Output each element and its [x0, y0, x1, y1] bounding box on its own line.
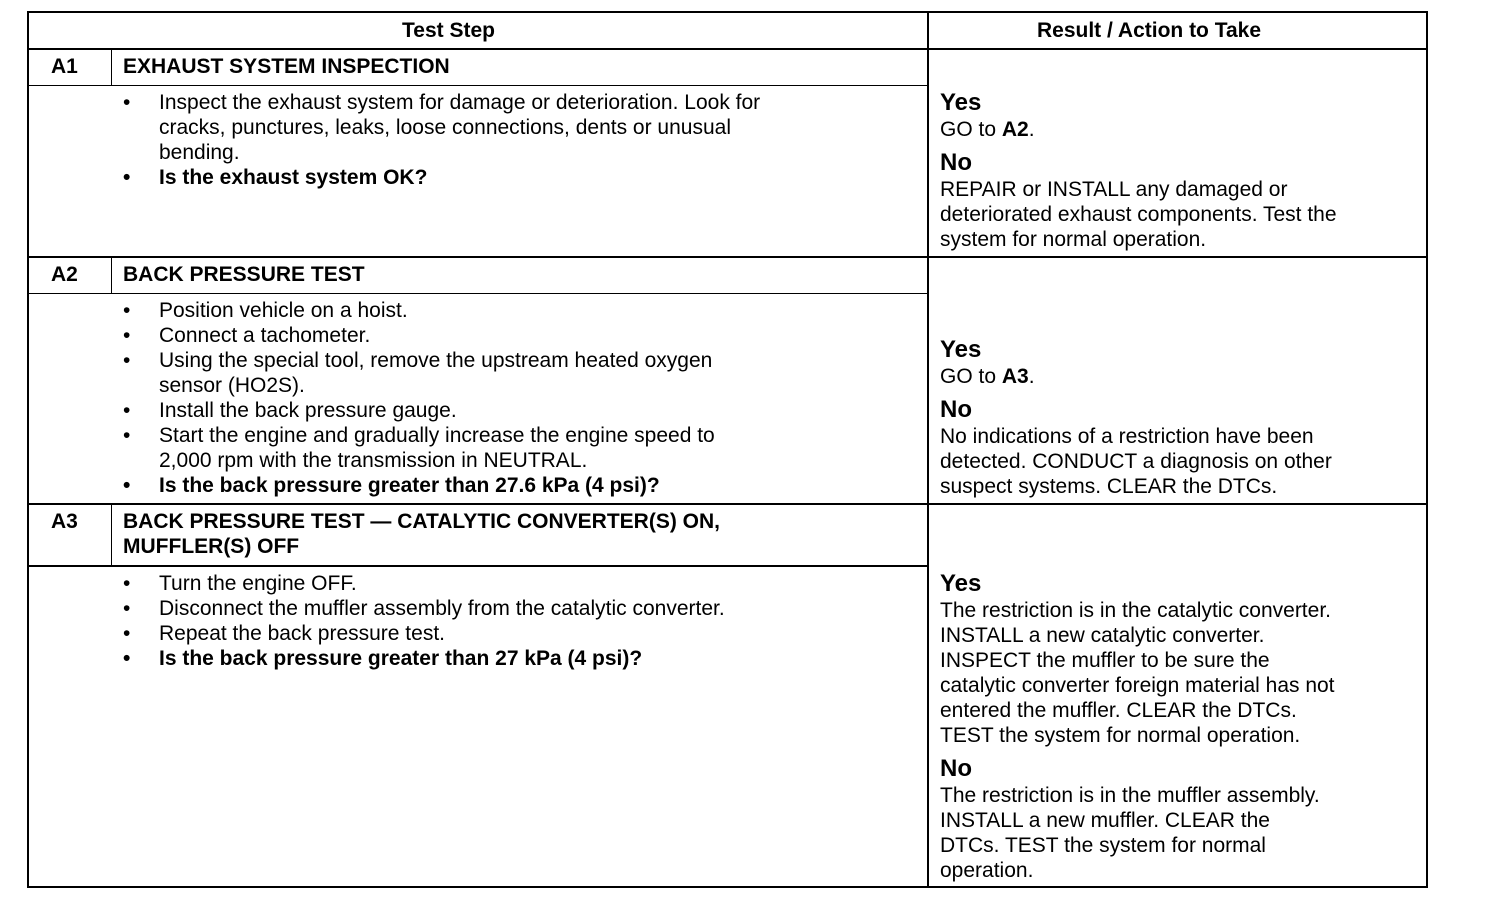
instruction-line: • Connect a tachometer. — [159, 324, 371, 347]
no-label: No — [940, 755, 972, 782]
instruction-line: sensor (HO2S). — [159, 374, 305, 397]
divider-a1-title — [29, 85, 927, 86]
step-id: A3 — [51, 510, 78, 533]
no-action-line: The restriction is in the muffler assembly. — [940, 784, 1320, 807]
header-result-action: Result / Action to Take — [1037, 19, 1262, 42]
yes-action — [940, 117, 1035, 142]
step-title-line: BACK PRESSURE TEST — [123, 263, 365, 286]
no-action-line: suspect systems. CLEAR the DTCs. — [940, 475, 1278, 498]
divider-a2-title — [29, 293, 927, 294]
yes-action-line: entered the muffler. CLEAR the DTCs. — [940, 699, 1297, 722]
instruction-line: • Install the back pressure gauge. — [159, 399, 457, 422]
instruction-line: cracks, punctures, leaks, loose connections, dents or unusual — [159, 116, 731, 139]
divider-header — [29, 48, 1426, 50]
no-action-line: DTCs. TEST the system for normal — [940, 834, 1266, 857]
instruction-item — [123, 423, 715, 473]
instruction-item — [123, 571, 725, 596]
yes-action-text: GO to — [940, 118, 1002, 141]
instruction-line: • Inspect the exhaust system for damage or deterioration. Look for — [159, 91, 761, 114]
instruction-line: • Disconnect the muffler assembly from the catalytic converter. — [159, 597, 725, 620]
yes-action-text: GO to — [940, 365, 1002, 388]
step-id: A2 — [51, 263, 78, 286]
instruction-item — [123, 646, 725, 671]
instruction-item — [123, 165, 760, 190]
result-block — [940, 89, 1035, 142]
no-action-line: deteriorated exhaust components. Test the — [940, 203, 1337, 226]
result-block — [940, 336, 1035, 389]
step-instructions — [123, 298, 715, 498]
instruction-item — [123, 90, 760, 165]
instruction-line: 2,000 rpm with the transmission in NEUTRAL. — [159, 449, 588, 472]
no-block — [940, 149, 1337, 252]
goto-step-ref: A2 — [1001, 118, 1029, 141]
divider-a3-title — [29, 565, 927, 567]
yes-action-line: INSTALL a new catalytic converter. — [940, 624, 1265, 647]
instruction-item — [123, 596, 725, 621]
no-label: No — [940, 396, 972, 423]
instruction-line: bending. — [159, 141, 240, 164]
yes-action-text: . — [1028, 365, 1035, 388]
divider-col-id-a2 — [111, 258, 112, 294]
instruction-item — [123, 398, 715, 423]
step-title-line: EXHAUST SYSTEM INSPECTION — [123, 55, 450, 78]
yes-action-line: INSPECT the muffler to be sure the — [940, 649, 1270, 672]
step-title — [123, 262, 365, 287]
instruction-item — [123, 473, 715, 498]
no-action-line: operation. — [940, 859, 1034, 882]
instruction-item — [123, 621, 725, 646]
divider-a1-a2 — [29, 256, 1426, 258]
no-action-line: REPAIR or INSTALL any damaged or — [940, 178, 1288, 201]
step-id: A1 — [51, 55, 78, 78]
divider-col-main — [927, 13, 929, 886]
step-title — [123, 509, 720, 559]
instruction-line: • Repeat the back pressure test. — [159, 622, 445, 645]
no-block — [940, 755, 1320, 883]
instruction-line: • Is the back pressure greater than 27 kPa (4 psi)? — [159, 647, 643, 670]
header-test-step: Test Step — [402, 19, 495, 42]
instruction-line: • Start the engine and gradually increase the engine speed to — [159, 424, 715, 447]
divider-col-id-a3 — [111, 505, 112, 566]
no-label: No — [940, 149, 972, 176]
yes-label: Yes — [940, 570, 982, 597]
step-title-line: MUFFLER(S) OFF — [123, 535, 300, 558]
yes-action — [940, 364, 1035, 389]
instruction-item — [123, 348, 715, 398]
yes-action-text: . — [1028, 118, 1035, 141]
yes-action-line: The restriction is in the catalytic converter. — [940, 599, 1331, 622]
step-title-line: BACK PRESSURE TEST — CATALYTIC CONVERTER(S) ON, — [123, 510, 720, 533]
instruction-item — [123, 298, 715, 323]
instruction-line: • Position vehicle on a hoist. — [159, 299, 408, 322]
instruction-line: • Is the exhaust system OK? — [159, 166, 428, 189]
yes-action-line: TEST the system for normal operation. — [940, 724, 1301, 747]
no-action-line: system for normal operation. — [940, 228, 1207, 251]
instruction-line: • Is the back pressure greater than 27.6 kPa (4 psi)? — [159, 474, 660, 497]
instruction-line: • Using the special tool, remove the upstream heated oxygen — [159, 349, 713, 372]
yes-label: Yes — [940, 89, 982, 116]
instruction-line: • Turn the engine OFF. — [159, 572, 357, 595]
divider-a2-a3 — [29, 503, 1426, 505]
instruction-item — [123, 323, 715, 348]
diagnostic-table — [27, 11, 1428, 888]
goto-step-ref: A3 — [1001, 365, 1029, 388]
step-title — [123, 54, 450, 79]
yes-action-line: catalytic converter foreign material has not — [940, 674, 1335, 697]
result-block — [940, 570, 1335, 748]
no-action-line: INSTALL a new muffler. CLEAR the — [940, 809, 1270, 832]
divider-col-id-a1 — [111, 50, 112, 86]
step-instructions — [123, 571, 725, 671]
yes-label: Yes — [940, 336, 982, 363]
no-action-line: detected. CONDUCT a diagnosis on other — [940, 450, 1332, 473]
step-instructions — [123, 90, 760, 190]
no-block — [940, 396, 1332, 499]
no-action-line: No indications of a restriction have been — [940, 425, 1314, 448]
